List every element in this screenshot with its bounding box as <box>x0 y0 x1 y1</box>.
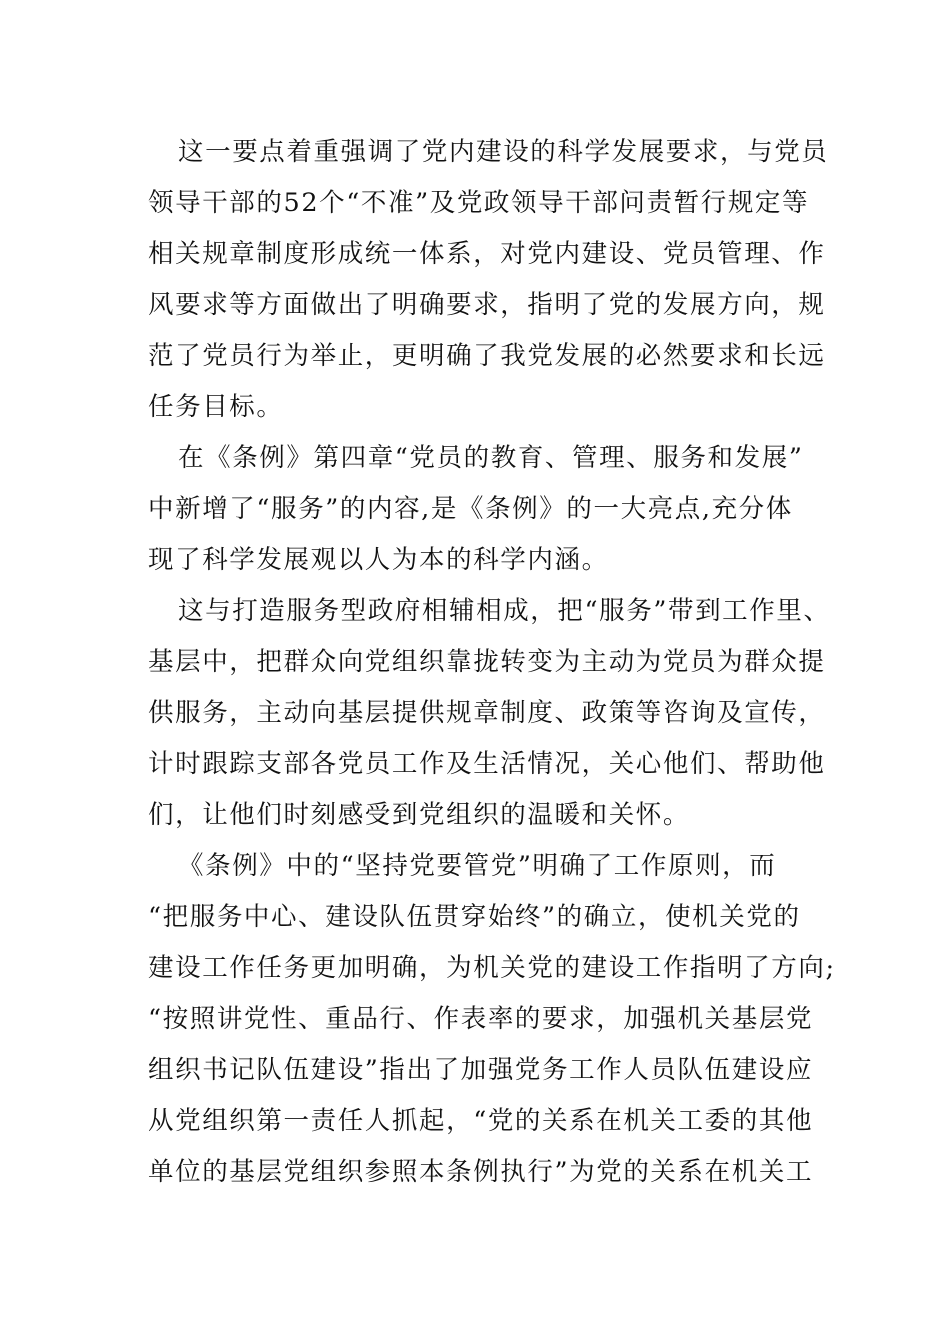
paragraph-3-line-3: 供服务，主动向基层提供规章制度、政策等咨询及宣传， <box>148 698 826 728</box>
paragraph-2-line-1: 在《条例》第四章“党员的教育、管理、服务和发展” <box>178 443 804 473</box>
paragraph-2-line-3: 现了科学发展观以人为本的科学内涵。 <box>148 545 609 575</box>
paragraph-3-line-1: 这与打造服务型政府相辅相成，把“服务”带到工作里、 <box>178 596 831 626</box>
paragraph-1-line-3: 相关规章制度形成统一体系，对党内建设、党员管理、作 <box>148 239 826 269</box>
paragraph-4-line-4: “按照讲党性、重品行、作表率的要求，加强机关基层党 <box>148 1004 814 1034</box>
paragraph-1-line-6: 任务目标。 <box>148 392 284 422</box>
paragraph-1-line-2: 领导干部的52个“不准”及党政领导干部问责暂行规定等 <box>148 188 810 218</box>
paragraph-3-line-5: 们，让他们时刻感受到党组织的温暖和关怀。 <box>148 800 691 830</box>
paragraph-4-line-5: 组织书记队伍建设”指出了加强党务工作人员队伍建设应 <box>148 1055 814 1085</box>
paragraph-4-line-2: “把服务中心、建设队伍贯穿始终”的确立，使机关党的 <box>148 902 801 932</box>
paragraph-4-line-7: 单位的基层党组织参照本条例执行”为党的关系在机关工 <box>148 1157 814 1187</box>
paragraph-1-line-1: 这一要点着重强调了党内建设的科学发展要求，与党员 <box>178 137 829 167</box>
paragraph-4-line-6: 从党组织第一责任人抓起，“党的关系在机关工委的其他 <box>148 1106 814 1136</box>
paragraph-3-line-4: 计时跟踪支部各党员工作及生活情况，关心他们、帮助他 <box>148 749 826 779</box>
paragraph-1-line-4: 风要求等方面做出了明确要求，指明了党的发展方向，规 <box>148 290 826 320</box>
paragraph-4-line-1: 《条例》中的“坚持党要管党”明确了工作原则，而 <box>178 851 777 881</box>
paragraph-2-line-2: 中新增了“服务”的内容,是《条例》的一大亮点,充分体 <box>148 494 793 524</box>
paragraph-3-line-2: 基层中，把群众向党组织靠拢转变为主动为党员为群众提 <box>148 647 826 677</box>
paragraph-4-line-3: 建设工作任务更加明确，为机关党的建设工作指明了方向; <box>148 953 836 983</box>
paragraph-1-line-5: 范了党员行为举止，更明确了我党发展的必然要求和长远 <box>148 341 826 371</box>
